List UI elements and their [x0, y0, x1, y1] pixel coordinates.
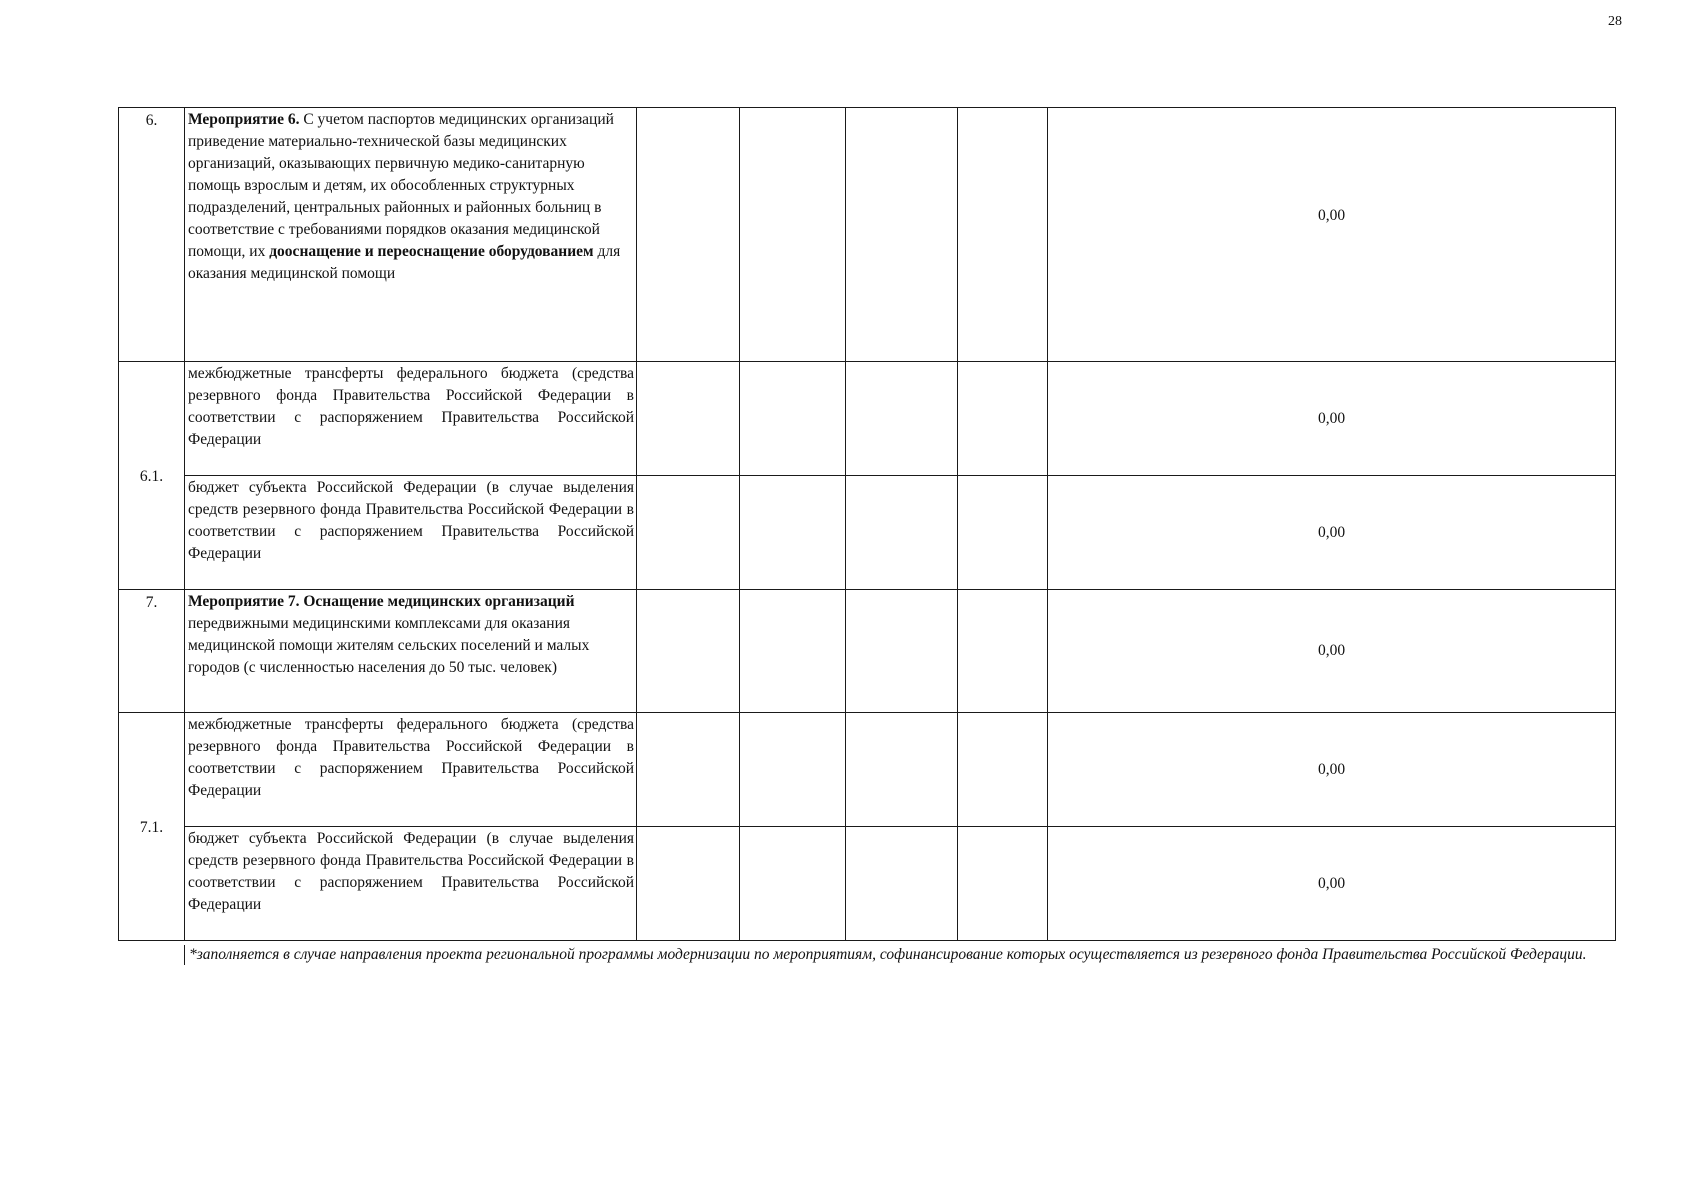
funding-source-description: бюджет субъекта Российской Федерации (в случае выделения средств резервного фонда Правительства Российской Федерации в соответствии с распоряжением Правительства Российской Федерации — [185, 827, 637, 941]
empty-cell — [846, 590, 958, 713]
row-number: 7.1. — [119, 713, 185, 941]
empty-cell — [740, 476, 846, 590]
row-number: 6.1. — [119, 362, 185, 590]
program-measures-table — [118, 107, 1616, 941]
funding-source-description: межбюджетные трансферты федерального бюджета (средства резервного фонда Правительства Российской Федерации в соответствии с распоряжением Правительства Российской Федерации — [185, 713, 637, 827]
total-value: 0,00 — [1048, 590, 1616, 713]
empty-cell — [958, 590, 1048, 713]
footnote-text: *заполняется в случае направления проекта региональной программы модернизации по мероприятиям, софинансирование которых осуществляется из резервного фонда Правительства Российской Федерации. — [189, 946, 1587, 963]
empty-cell — [958, 713, 1048, 827]
table-row — [119, 476, 1616, 590]
empty-cell — [740, 590, 846, 713]
empty-cell — [958, 108, 1048, 362]
measure-text-bold: дооснащение и переоснащение оборудованием — [269, 243, 594, 260]
measure-description — [185, 108, 637, 362]
empty-cell — [846, 362, 958, 476]
row-number: 6. — [119, 108, 185, 362]
empty-cell — [740, 362, 846, 476]
table-row — [119, 590, 1616, 713]
empty-cell — [637, 827, 740, 941]
table-row — [119, 827, 1616, 941]
page-number: 28 — [1608, 14, 1622, 29]
empty-cell — [958, 827, 1048, 941]
measure-text: С учетом паспортов медицинских организаций приведение материально-технической базы медицинских организаций, оказывающих первичную медико-санитарную помощь взрослым и детям, их обособленных структурных подразделений, центральных районных и районных больниц в соответствие с требованиями порядков оказания медицинской помощи, их — [188, 111, 614, 260]
funding-source-description: бюджет субъекта Российской Федерации (в случае выделения средств резервного фонда Правительства Российской Федерации в соответствии с распоряжением Правительства Российской Федерации — [185, 476, 637, 590]
measure-title: Мероприятие 7. Оснащение медицинских организаций — [188, 593, 575, 610]
table-row — [119, 362, 1616, 476]
total-value: 0,00 — [1048, 476, 1616, 590]
empty-cell — [740, 713, 846, 827]
empty-cell — [846, 827, 958, 941]
measure-text-end: для оказания медицинской помощи — [188, 243, 621, 282]
table-row — [119, 713, 1616, 827]
empty-cell — [958, 476, 1048, 590]
footnote — [184, 945, 1619, 965]
table-row — [119, 108, 1616, 362]
empty-cell — [637, 713, 740, 827]
empty-cell — [637, 476, 740, 590]
empty-cell — [740, 827, 846, 941]
row-number: 7. — [119, 590, 185, 713]
total-value: 0,00 — [1048, 362, 1616, 476]
total-value: 0,00 — [1048, 108, 1616, 362]
empty-cell — [958, 362, 1048, 476]
empty-cell — [846, 713, 958, 827]
funding-source-description: межбюджетные трансферты федерального бюджета (средства резервного фонда Правительства Российской Федерации в соответствии с распоряжением Правительства Российской Федерации — [185, 362, 637, 476]
measure-title: Мероприятие 6. — [188, 111, 300, 128]
empty-cell — [846, 108, 958, 362]
empty-cell — [637, 108, 740, 362]
measure-text: передвижными медицинскими комплексами для оказания медицинской помощи жителям сельских поселений и малых городов (с численностью населения до 50 тыс. человек) — [188, 615, 590, 676]
empty-cell — [637, 362, 740, 476]
empty-cell — [740, 108, 846, 362]
empty-cell — [637, 590, 740, 713]
total-value: 0,00 — [1048, 713, 1616, 827]
empty-cell — [846, 476, 958, 590]
total-value: 0,00 — [1048, 827, 1616, 941]
measure-description — [185, 590, 637, 713]
